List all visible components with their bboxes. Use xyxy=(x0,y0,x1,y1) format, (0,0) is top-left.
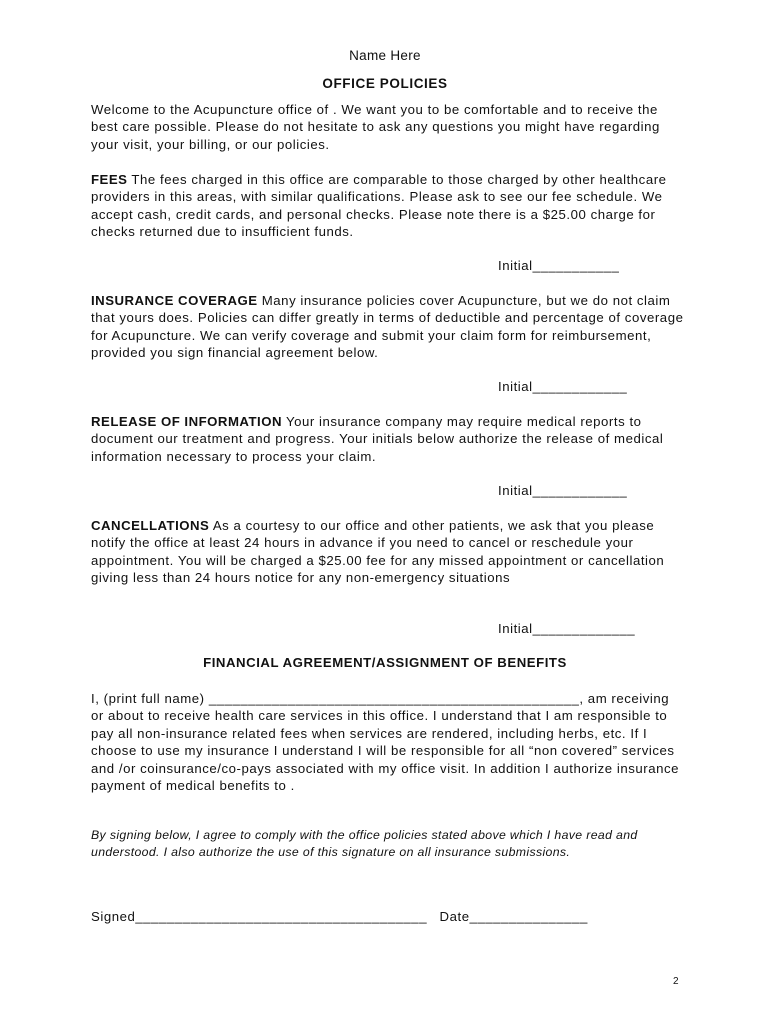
cancellations-heading: CANCELLATIONS xyxy=(91,518,210,533)
fees-text: The fees charged in this office are comparable to those charged by other healthcare providers in this areas, with similar qualifications. Please ask to see our fee schedule. We accept cash, credit cards, and personal checks. Please note there is a $25.00 charge for checks returned due to insufficient funds. xyxy=(91,172,667,240)
release-text: Your insurance company may require medical reports to document our treatment and progress. Your initials below authorize the release of medical information necessary to process your claim. xyxy=(91,414,664,464)
insurance-text: Many insurance policies cover Acupuncture, but we do not claim that yours does. Policies can differ greatly in terms of deductible and percentage of coverage for Acupuncture. We can verify coverage and submit your claim form for reimbursement, provided you sign financial agreement below. xyxy=(91,293,684,361)
signature-notice: By signing below, I agree to comply with the office policies stated above which I have read and understood. I also authorize the use of this signature on all insurance submissions. xyxy=(91,828,638,859)
financial-agreement-paragraph: I, (print full name) _______________________________________________, am receiving or about to receive health care services in this office. I understand that I am responsible to pay all non-insurance related fees when services are rendered, including herbs, etc. If I choose to use my insurance I understand I will be responsible for all “non covered” services and /or coinsurance/co-pays associated with my office visit. In addition I authorize insurance payment of medical benefits to . xyxy=(91,691,680,794)
fees-heading: FEES xyxy=(91,172,128,187)
cancellations-paragraph xyxy=(91,517,686,587)
financial-agreement-title: FINANCIAL AGREEMENT/ASSIGNMENT OF BENEFITS xyxy=(203,655,567,670)
release-initial-line[interactable]: Initial____________ xyxy=(498,483,628,498)
fees-paragraph xyxy=(91,171,686,241)
insurance-initial-line[interactable]: Initial____________ xyxy=(498,379,628,394)
fees-initial-line[interactable]: Initial___________ xyxy=(498,258,620,273)
insurance-heading: INSURANCE COVERAGE xyxy=(91,293,258,308)
signature-line[interactable]: Signed_____________________________________ xyxy=(91,909,428,924)
cancellations-text: As a courtesy to our office and other patients, we ask that you please notify the office at least 24 hours in advance if you need to cancel or reschedule your appointment. You will be charged a $25.00 fee for any missed appointment or cancellation giving less than 24 hours notice for any non-emergency situations xyxy=(91,518,665,586)
insurance-paragraph xyxy=(91,292,686,362)
intro-paragraph: Welcome to the Acupuncture office of . We want you to be comfortable and to receive the best care possible. Please do not hesitate to ask any questions you might have regarding your visit, your billing, or our policies. xyxy=(91,102,660,152)
page-title: OFFICE POLICIES xyxy=(322,76,448,91)
cancellations-initial-line[interactable]: Initial_____________ xyxy=(498,621,636,636)
practitioner-name: Name Here xyxy=(349,48,421,63)
release-heading: RELEASE OF INFORMATION xyxy=(91,414,282,429)
date-line[interactable]: Date_______________ xyxy=(439,909,588,924)
page-number: 2 xyxy=(673,976,679,987)
signature-row xyxy=(91,909,588,924)
release-paragraph xyxy=(91,413,686,465)
